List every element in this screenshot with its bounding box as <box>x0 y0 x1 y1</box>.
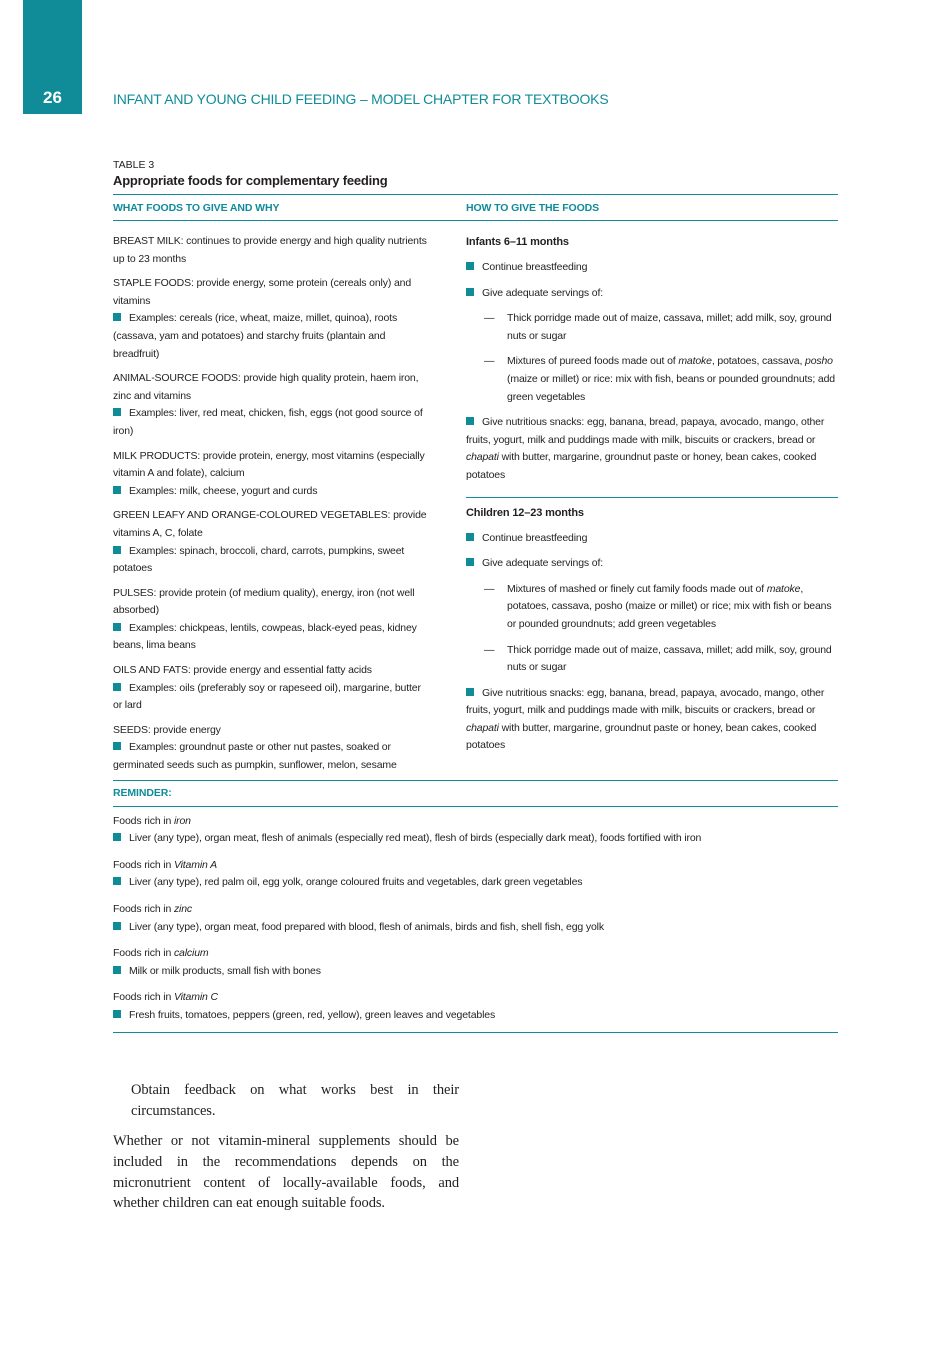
section-divider <box>466 497 838 498</box>
children-heading: Children 12–23 months <box>466 506 584 519</box>
italic-term: matoke <box>766 582 801 595</box>
reminder-prefix: Foods rich in <box>113 947 174 960</box>
snacks-text: Give nutritious snacks: egg, banana, bread, papaya, avocado, mango, other fruits, yogurt, milk and puddings made with milk, biscuits or crackers, bread or <box>466 416 825 446</box>
reminder-text: Fresh fruits, tomatoes, peppers (green, red, yellow), green leaves and vegetables <box>129 1008 496 1021</box>
food-group-text: ANIMAL-SOURCE FOODS: provide high quality protein, haem iron, zinc and vitamins <box>113 372 419 402</box>
reminder-item-calcium <box>113 945 838 980</box>
reminder-item-zinc <box>113 901 838 936</box>
dash-text: Mixtures of mashed or finely cut family foods made out of <box>507 582 767 595</box>
body-paragraph-supplements: Whether or not vitamin-mineral supplements should be included in the recommendations depends on the micronutrient content of locally-available foods, and whether children can eat enough suitable foods. <box>113 1133 459 1212</box>
body-paragraph-feedback: Obtain feedback on what works best in their circumstances. <box>131 1082 459 1119</box>
example-text: Examples: cereals (rice, wheat, maize, millet, quinoa), roots (cassava, yam and potatoes) and starchy fruits (plantain and breadfruit) <box>113 312 398 360</box>
reminder-foods <box>113 963 838 981</box>
bullet-text: Continue breastfeeding <box>482 261 588 273</box>
food-group-pulses <box>113 585 429 655</box>
dash-icon: — <box>484 582 495 595</box>
reminder-item-vitamin-a <box>113 857 838 892</box>
dash-text: , potatoes, cassava, <box>711 355 806 368</box>
nutrient-name: Vitamin A <box>173 858 217 871</box>
food-group-text: STAPLE FOODS: provide energy, some protein (cereals only) and vitamins <box>113 277 412 307</box>
dash-item <box>466 642 838 677</box>
nutrient-name: Vitamin C <box>173 991 218 1004</box>
square-bullet-icon <box>466 417 474 425</box>
square-bullet-icon <box>113 877 121 885</box>
dash-text: Thick porridge made out of maize, cassava, millet; add milk, soy, ground nuts or sugar <box>507 643 832 674</box>
snacks-text: Give nutritious snacks: egg, banana, bread, papaya, avocado, mango, other fruits, yogurt, milk and puddings made with milk, biscuits or crackers, bread or <box>466 686 825 717</box>
how-to-give-column <box>466 221 838 775</box>
snacks-item <box>466 414 838 484</box>
bullet-item <box>466 259 838 277</box>
nutrient-name: zinc <box>173 903 193 915</box>
dash-item <box>466 310 838 345</box>
food-group-oils <box>113 662 429 715</box>
bullet-item <box>466 530 838 548</box>
food-table <box>113 158 838 1033</box>
bullet-text: Give adequate servings of: <box>482 557 604 570</box>
bullet-item <box>466 285 838 303</box>
dash-text: Mixtures of pureed foods made out of <box>507 355 679 368</box>
infants-heading: Infants 6–11 months <box>466 236 569 248</box>
example-text: Examples: oils (preferably soy or rapeseed oil), margarine, butter or lard <box>113 681 421 712</box>
reminder-item-vitamin-c <box>113 989 838 1024</box>
dash-text: , potatoes, cassava, posho (maize or millet) or rice; mix with fish or beans or pounded groundnuts; add green vegetables <box>507 582 832 630</box>
col-header-how: HOW TO GIVE THE FOODS <box>466 201 600 214</box>
table-header-row <box>113 194 838 221</box>
square-bullet-icon <box>466 262 474 270</box>
square-bullet-icon <box>113 623 121 631</box>
bullet-text: Give adequate servings of: <box>482 286 604 299</box>
example-text: Examples: groundnut paste or other nut pastes, soaked or germinated seeds such as pumpkin, sunflower, melon, sesame <box>113 741 397 772</box>
reminder-title <box>113 989 838 1007</box>
reminder-header <box>113 780 838 807</box>
dash-icon: — <box>484 355 495 368</box>
reminder-foods <box>113 874 838 892</box>
bullet-text: Continue breastfeeding <box>482 531 588 544</box>
reminder-text: Milk or milk products, small fish with bones <box>129 964 321 977</box>
example-item <box>113 739 429 774</box>
food-group-breast-milk <box>113 233 429 268</box>
example-text: Examples: liver, red meat, chicken, fish, eggs (not good source of iron) <box>113 407 423 437</box>
reminder-label: REMINDER: <box>113 787 172 800</box>
square-bullet-icon <box>466 688 474 696</box>
food-group-text: OILS AND FATS: provide energy and essential fatty acids <box>113 664 372 677</box>
square-bullet-icon <box>113 966 121 974</box>
reminder-prefix: Foods rich in <box>113 903 174 915</box>
food-group-text: GREEN LEAFY AND ORANGE-COLOURED VEGETABLES: provide vitamins A, C, folate <box>113 509 427 539</box>
example-text: Examples: spinach, broccoli, chard, carrots, pumpkins, sweet potatoes <box>113 544 405 575</box>
col-header-what: WHAT FOODS TO GIVE AND WHY <box>113 201 280 214</box>
snacks-text: with butter, margarine, groundnut paste or honey, bean cakes, cooked potatoes <box>466 451 817 481</box>
food-group-text: BREAST MILK: continues to provide energy and high quality nutrients up to 23 months <box>113 235 427 265</box>
table-body <box>113 221 838 775</box>
food-group-staple <box>113 275 429 363</box>
italic-term: chapati <box>466 451 499 464</box>
dash-text: Thick porridge made out of maize, cassava, millet; add milk, soy, ground nuts or sugar <box>507 312 832 342</box>
square-bullet-icon <box>113 486 121 494</box>
dash-text: (maize or millet) or rice: mix with fish, beans or pounded groundnuts; add green vegetables <box>507 372 835 403</box>
square-bullet-icon <box>113 1010 121 1018</box>
reminder-title <box>113 813 838 831</box>
example-item <box>113 483 429 501</box>
square-bullet-icon <box>113 313 121 321</box>
example-item <box>113 405 429 440</box>
square-bullet-icon <box>113 922 121 930</box>
nutrient-name: calcium <box>173 947 209 960</box>
bullet-item <box>466 555 838 573</box>
snacks-text: with butter, margarine, groundnut paste or honey, bean cakes, cooked potatoes <box>466 721 817 752</box>
italic-term: chapati <box>466 721 499 734</box>
reminder-text: Liver (any type), organ meat, food prepared with blood, flesh of animals, birds and fish, shell fish, egg yolk <box>129 920 604 933</box>
square-bullet-icon <box>113 833 121 841</box>
reminder-prefix: Foods rich in <box>113 858 174 871</box>
square-bullet-icon <box>466 558 474 566</box>
dash-item <box>466 353 838 406</box>
running-head: INFANT AND YOUNG CHILD FEEDING – MODEL CHAPTER FOR TEXTBOOKS <box>113 91 609 107</box>
page-number: 26 <box>43 88 62 107</box>
what-foods-column <box>113 221 466 775</box>
reminder-list <box>113 807 838 1025</box>
reminder-title <box>113 901 838 919</box>
square-bullet-icon <box>113 683 121 691</box>
table-bottom-rule <box>113 1032 838 1033</box>
square-bullet-icon <box>113 742 121 750</box>
reminder-title <box>113 857 838 875</box>
reminder-title <box>113 945 838 963</box>
food-group-text: PULSES: provide protein (of medium quality), energy, iron (not well absorbed) <box>113 586 415 617</box>
reminder-prefix: Foods rich in <box>113 991 174 1004</box>
reminder-foods <box>113 1007 838 1025</box>
dash-icon: — <box>484 643 495 656</box>
reminder-foods <box>113 919 838 937</box>
table-title: Appropriate foods for complementary feeding <box>113 173 388 188</box>
reminder-item-iron <box>113 813 838 848</box>
dash-item <box>466 581 838 634</box>
italic-term: matoke <box>678 355 712 368</box>
example-item <box>113 310 429 363</box>
square-bullet-icon <box>466 288 474 296</box>
reminder-text: Liver (any type), organ meat, flesh of animals (especially red meat), flesh of birds (especially dark meat), foods fortified with iron <box>129 832 702 845</box>
example-text: Examples: chickpeas, lentils, cowpeas, black-eyed peas, kidney beans, lima beans <box>113 621 417 652</box>
example-text: Examples: milk, cheese, yogurt and curds <box>129 484 318 497</box>
food-group-vegetables <box>113 507 429 577</box>
reminder-text: Liver (any type), red palm oil, egg yolk, orange coloured fruits and vegetables, dark green vegetables <box>129 876 583 889</box>
dash-icon: — <box>484 312 495 325</box>
reminder-prefix: Foods rich in <box>113 814 174 827</box>
food-group-milk <box>113 448 429 501</box>
example-item <box>113 620 429 655</box>
square-bullet-icon <box>113 546 121 554</box>
square-bullet-icon <box>113 408 121 416</box>
snacks-item <box>466 685 838 755</box>
nutrient-name: iron <box>173 814 191 827</box>
reminder-foods <box>113 830 838 848</box>
example-item <box>113 680 429 715</box>
food-group-text: SEEDS: provide energy <box>113 723 221 736</box>
food-group-animal <box>113 370 429 440</box>
example-item <box>113 543 429 578</box>
table-label: TABLE 3 <box>113 159 155 171</box>
food-group-seeds <box>113 722 429 775</box>
italic-term: posho <box>805 355 833 368</box>
food-group-text: MILK PRODUCTS: provide protein, energy, most vitamins (especially vitamin A and folate), calcium <box>113 449 425 480</box>
square-bullet-icon <box>466 533 474 541</box>
